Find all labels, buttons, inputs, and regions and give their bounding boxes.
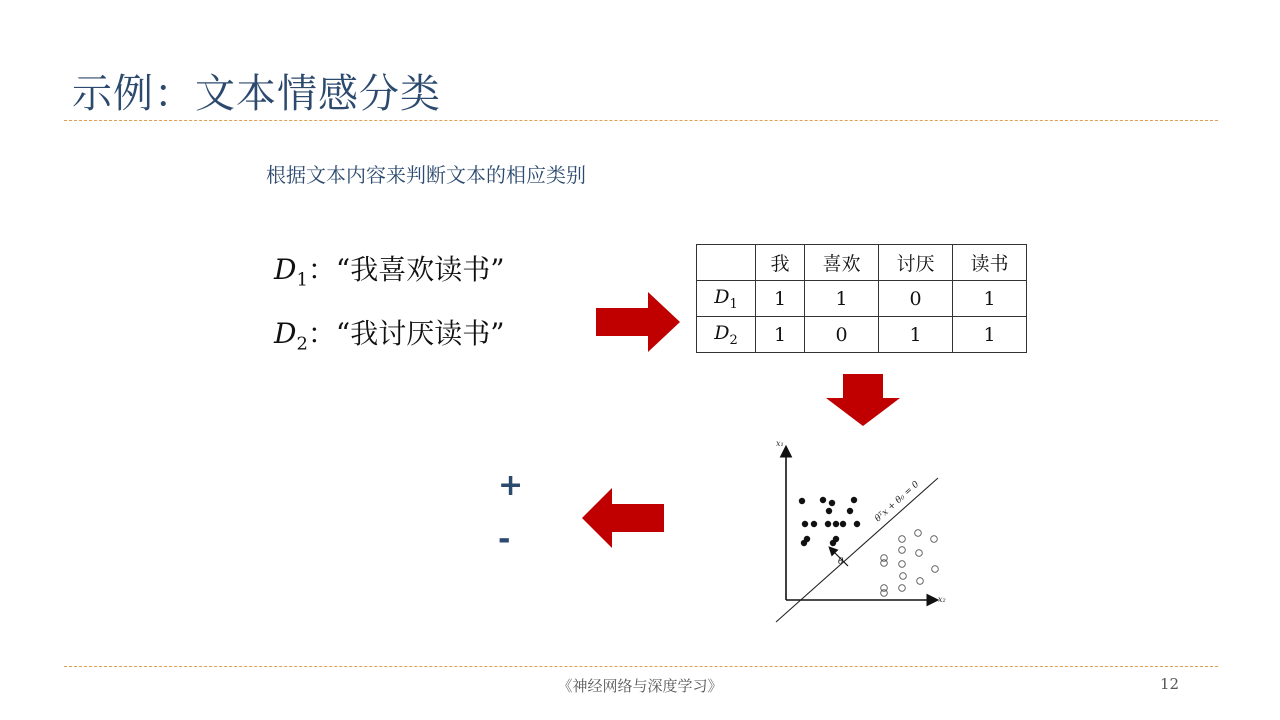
row-symbol: D	[714, 285, 730, 308]
negative-points	[881, 530, 939, 597]
negative-point	[931, 536, 938, 543]
positive-point	[854, 521, 860, 527]
normal-vector-label: θ	[838, 557, 844, 567]
document-1-symbol: D	[274, 253, 297, 286]
positive-point	[833, 521, 839, 527]
negative-point	[899, 561, 906, 568]
classifier-plot	[766, 436, 962, 632]
positive-point	[830, 540, 836, 546]
matrix-cell: 1	[756, 281, 805, 317]
negative-class-label: -	[498, 522, 511, 557]
document-2-separator: ：	[307, 317, 336, 350]
footer-title: 《神经网络与深度学习》	[557, 677, 723, 695]
slide-title: 示例：文本情感分类	[72, 71, 441, 117]
positive-point	[829, 500, 835, 506]
positive-point	[799, 498, 805, 504]
positive-points	[799, 497, 860, 546]
matrix-cell: 1	[953, 317, 1027, 353]
positive-point	[826, 508, 832, 514]
document-1-separator: ：	[307, 253, 336, 286]
y-axis-label: x₁	[776, 439, 784, 448]
matrix-header-row	[697, 245, 1027, 281]
negative-point	[899, 585, 906, 592]
document-2-symbol: D	[274, 317, 297, 350]
header-divider	[64, 120, 1218, 121]
matrix-cell: 0	[805, 317, 879, 353]
down-arrow-icon	[826, 374, 900, 426]
footer-divider	[64, 666, 1218, 667]
negative-point	[881, 590, 888, 597]
matrix-row-label	[697, 281, 756, 317]
negative-point	[917, 578, 924, 585]
negative-point	[899, 547, 906, 554]
document-1	[274, 248, 505, 291]
matrix-row	[697, 281, 1027, 317]
positive-point	[802, 521, 808, 527]
matrix-cell: 1	[953, 281, 1027, 317]
matrix-header-cell: 喜欢	[805, 245, 879, 281]
negative-point	[899, 536, 906, 543]
row-symbol: D	[714, 321, 730, 344]
slide-subtitle: 根据文本内容来判断文本的相应类别	[266, 163, 586, 187]
row-subscript: 2	[729, 332, 738, 348]
matrix-corner-cell	[697, 245, 756, 281]
positive-class-label: +	[498, 468, 524, 503]
positive-point	[820, 497, 826, 503]
negative-point	[932, 566, 939, 573]
matrix-cell: 1	[805, 281, 879, 317]
page-number: 12	[1160, 675, 1180, 693]
matrix-header-cell: 读书	[953, 245, 1027, 281]
positive-point	[851, 497, 857, 503]
matrix-cell: 0	[879, 281, 953, 317]
document-2	[274, 312, 505, 355]
document-1-text: “我喜欢读书”	[335, 253, 505, 286]
document-1-subscript: 1	[296, 269, 308, 291]
document-2-text: “我讨厌读书”	[335, 317, 505, 350]
negative-point	[881, 560, 888, 567]
x-axis-label: x₂	[938, 595, 946, 604]
left-arrow-icon	[582, 488, 664, 548]
row-subscript: 1	[729, 296, 738, 312]
term-document-matrix	[696, 244, 1027, 353]
matrix-header-cell: 讨厌	[879, 245, 953, 281]
positive-point	[847, 508, 853, 514]
boundary-label: θᵀx + θ₀ = 0	[873, 479, 922, 525]
positive-point	[811, 521, 817, 527]
positive-point	[825, 521, 831, 527]
negative-point	[915, 530, 922, 537]
matrix-row	[697, 317, 1027, 353]
matrix-cell: 1	[879, 317, 953, 353]
positive-point	[840, 521, 846, 527]
right-arrow-icon	[596, 292, 680, 352]
negative-point	[916, 550, 923, 557]
document-2-subscript: 2	[296, 333, 308, 355]
positive-point	[801, 540, 807, 546]
matrix-row-label	[697, 317, 756, 353]
matrix-header-cell: 我	[756, 245, 805, 281]
matrix-cell: 1	[756, 317, 805, 353]
negative-point	[900, 573, 907, 580]
